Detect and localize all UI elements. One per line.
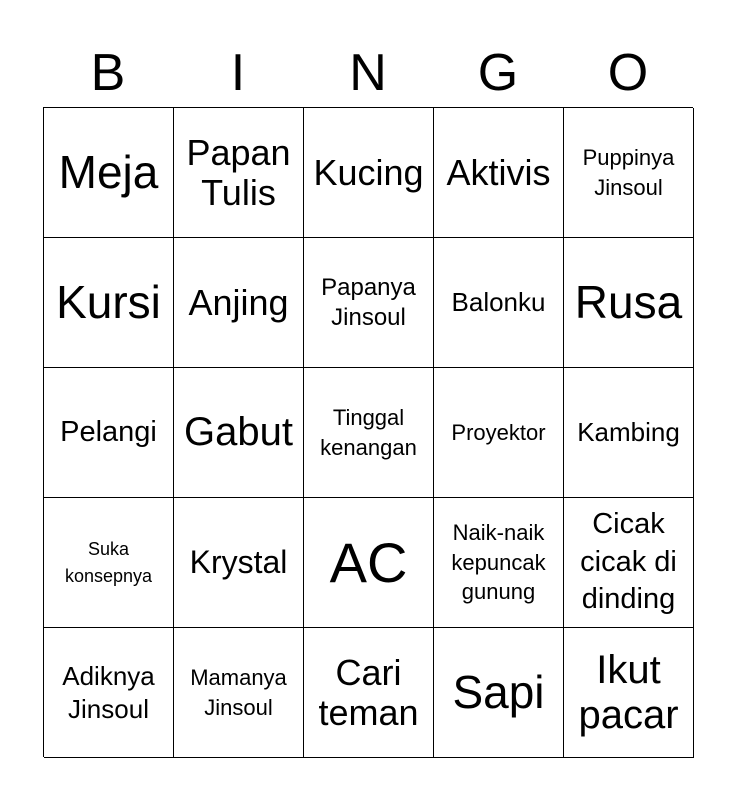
- cell-label: Papanya Jinsoul: [321, 273, 416, 331]
- bingo-cell[interactable]: [44, 368, 174, 498]
- cell-label: Meja: [58, 146, 159, 199]
- cell-label: AC: [329, 530, 408, 594]
- bingo-cell[interactable]: [564, 498, 694, 628]
- bingo-cell[interactable]: [434, 108, 564, 238]
- header-letter-n: N: [349, 44, 387, 102]
- bingo-cell[interactable]: [304, 628, 434, 758]
- bingo-cell[interactable]: [564, 108, 694, 238]
- cell-label: Mamanya Jinsoul: [190, 664, 287, 720]
- bingo-cell[interactable]: [174, 498, 304, 628]
- cell-label: Kucing: [313, 151, 424, 193]
- bingo-header: [43, 40, 693, 106]
- bingo-cell[interactable]: [564, 628, 694, 758]
- cell-label: Puppinya Jinsoul: [582, 144, 675, 200]
- cell-label: Proyektor: [451, 419, 546, 445]
- bingo-cell[interactable]: [564, 368, 694, 498]
- bingo-cell[interactable]: [564, 238, 694, 368]
- cell-label: Tinggal kenangan: [320, 404, 417, 460]
- cell-label: Cari teman: [318, 651, 419, 733]
- bingo-cell[interactable]: [434, 498, 564, 628]
- header-letter-i: I: [230, 44, 246, 102]
- cell-label: Naik-naik kepuncak gunung: [451, 519, 546, 605]
- bingo-cell[interactable]: [44, 628, 174, 758]
- cell-label: Gabut: [184, 410, 293, 455]
- header-letter-b: B: [90, 44, 126, 102]
- cell-label: Krystal: [189, 544, 288, 581]
- cell-label: Pelangi: [60, 415, 157, 448]
- bingo-cell[interactable]: [304, 498, 434, 628]
- bingo-cell[interactable]: [44, 108, 174, 238]
- cell-label: Kambing: [577, 417, 680, 448]
- cell-label: Aktivis: [446, 151, 551, 193]
- cell-label: Cicak cicak di dinding: [580, 507, 677, 616]
- bingo-cell[interactable]: [174, 368, 304, 498]
- cell-label: Kursi: [56, 276, 161, 329]
- bingo-cell[interactable]: [304, 238, 434, 368]
- bingo-cell[interactable]: [174, 238, 304, 368]
- bingo-cell[interactable]: [44, 498, 174, 628]
- cell-label: Ikut pacar: [578, 647, 679, 737]
- bingo-cell[interactable]: [44, 238, 174, 368]
- cell-label: Rusa: [574, 276, 683, 329]
- header-letter-o: O: [607, 44, 649, 102]
- bingo-cell[interactable]: [304, 108, 434, 238]
- bingo-cell[interactable]: [434, 238, 564, 368]
- bingo-board: [43, 107, 693, 757]
- header-letter-g: G: [477, 44, 519, 102]
- cell-label: Balonku: [451, 287, 546, 318]
- cell-label: Sapi: [452, 666, 545, 719]
- bingo-cell[interactable]: [174, 108, 304, 238]
- cell-label: Papan Tulis: [186, 131, 291, 213]
- cell-label: Suka konsepnya: [64, 539, 153, 586]
- cell-label: Anjing: [188, 281, 289, 323]
- bingo-cell[interactable]: [434, 368, 564, 498]
- bingo-cell[interactable]: [304, 368, 434, 498]
- bingo-cell[interactable]: [434, 628, 564, 758]
- bingo-cell[interactable]: [174, 628, 304, 758]
- cell-label: Adiknya Jinsoul: [62, 661, 155, 724]
